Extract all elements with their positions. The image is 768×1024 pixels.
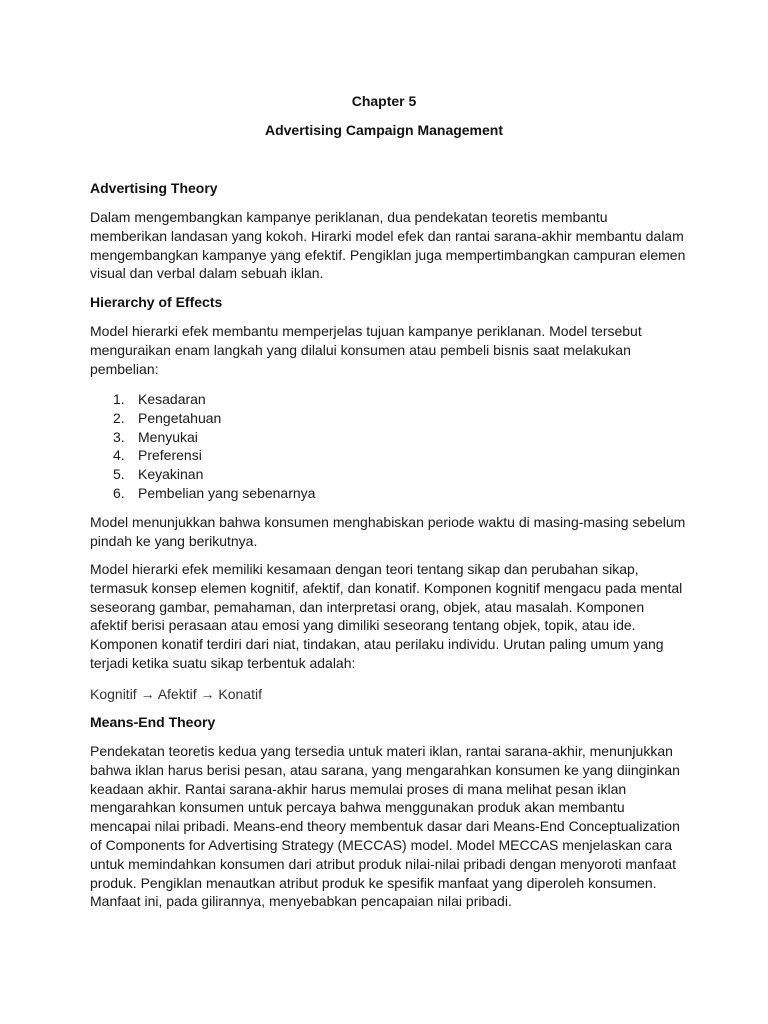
list-item xyxy=(113,446,315,465)
text-line: of Components for Advertising Strategy (MECCAS) model. Model MECCAS menjelaskan cara xyxy=(90,836,673,853)
list-number: 6. xyxy=(113,484,125,501)
list-text: Menyukai xyxy=(138,428,198,445)
text-line: Model hierarki efek membantu memperjelas tujuan kampanye periklanan. Model tersebut xyxy=(90,323,642,339)
list-item xyxy=(113,484,315,503)
list-number: 2. xyxy=(113,409,125,426)
text-line: terjadi ketika suatu sikap terbentuk adalah: xyxy=(90,654,356,671)
list-text: Kesadaran xyxy=(138,391,206,407)
section-heading-means-end-theory: Means-End Theory xyxy=(90,714,216,730)
text-line: Manfaat ini, pada gilirannya, menyebabkan pencapaian nilai pribadi. xyxy=(90,893,512,910)
text-line: keadaan akhir. Rantai sarana-akhir harus memulai proses di mana melihat pesan iklan xyxy=(90,780,627,797)
text-line: mengembangkan kampanye yang efektif. Pengiklan juga mempertimbangkan campuran elemen xyxy=(90,246,686,263)
paragraph-means-end xyxy=(90,742,690,911)
text-line: Komponen konatif terdiri dari niat, tindakan, atau perilaku individu. Urutan paling umum yang xyxy=(90,636,664,653)
text-line: visual dan verbal dalam sebuah iklan. xyxy=(90,265,324,282)
text-line: Dalam mengembangkan kampanye periklanan, dua pendekatan teoretis membantu xyxy=(90,209,608,225)
attitude-sequence: Kognitif → Afektif → Konatif xyxy=(90,686,262,702)
list-number: 3. xyxy=(113,428,125,445)
paragraph-attitude xyxy=(90,560,690,673)
section-heading-hierarchy-of-effects: Hierarchy of Effects xyxy=(90,294,223,310)
text-line: mengarahkan konsumen untuk percaya bahwa menggunakan produk akan membantu xyxy=(90,799,625,816)
text-line: pindah ke yang berikutnya. xyxy=(90,532,258,549)
text-line: produk. Pengiklan menautkan atribut produk ke spesifik manfaat yang diperoleh konsumen. xyxy=(90,874,657,891)
text-line: mencapai nilai pribadi. Means-end theory membentuk dasar dari Means-End Conceptualization xyxy=(90,818,680,835)
text-line: pembelian: xyxy=(90,360,159,377)
section-heading-advertising-theory: Advertising Theory xyxy=(90,180,218,196)
list-text: Pengetahuan xyxy=(138,409,222,426)
paragraph-hierarchy-intro xyxy=(90,322,690,378)
text-line: seseorang gambar, pemahaman, dan interpretasi orang, objek, atau masalah. Komponen xyxy=(90,598,645,615)
list-item xyxy=(113,390,315,409)
text-line: afektif berisi perasaan atau emosi yang dimiliki seseorang tentang objek, topik, atau ide. xyxy=(90,617,636,634)
list-text: Pembelian yang sebenarnya xyxy=(138,484,316,501)
list-number: 4. xyxy=(113,447,125,464)
document-title: Advertising Campaign Management xyxy=(264,122,504,138)
text-line: termasuk konsep elemen kognitif, afektif, dan konatif. Komponen kognitif mengacu pada mental xyxy=(90,579,683,596)
text-line: untuk memindahkan konsumen dari atribut produk nilai-nilai pribadi dengan menyoroti manfaat xyxy=(90,855,677,872)
chapter-label: Chapter 5 xyxy=(351,93,417,109)
list-item xyxy=(113,428,315,447)
list-item xyxy=(113,409,315,428)
text-line: Model hierarki efek memiliki kesamaan dengan teori tentang sikap dan perubahan sikap, xyxy=(90,561,639,577)
list-text: Keyakinan xyxy=(138,466,204,483)
hierarchy-steps-list xyxy=(113,390,315,503)
text-line: menguraikan enam langkah yang dilalui konsumen atau pembeli bisnis saat melakukan xyxy=(90,341,631,358)
list-number: 1. xyxy=(113,391,125,407)
text-line: Pendekatan teoretis kedua yang tersedia untuk materi iklan, rantai sarana-akhir, menunjukkan xyxy=(90,743,673,759)
list-number: 5. xyxy=(113,466,125,483)
paragraph-advertising-theory xyxy=(90,208,690,283)
paragraph-after-list xyxy=(90,513,690,551)
list-item xyxy=(113,465,315,484)
text-line: bahwa iklan harus berisi pesan, atau sarana, yang mengarahkan konsumen ke yang diinginkan xyxy=(90,761,680,778)
list-text: Preferensi xyxy=(138,447,202,464)
text-line: memberikan landasan yang kokoh. Hirarki model efek dan rantai sarana-akhir membantu dalam xyxy=(90,227,684,244)
text-line: Model menunjukkan bahwa konsumen menghabiskan periode waktu di masing-masing sebelum xyxy=(90,514,686,530)
